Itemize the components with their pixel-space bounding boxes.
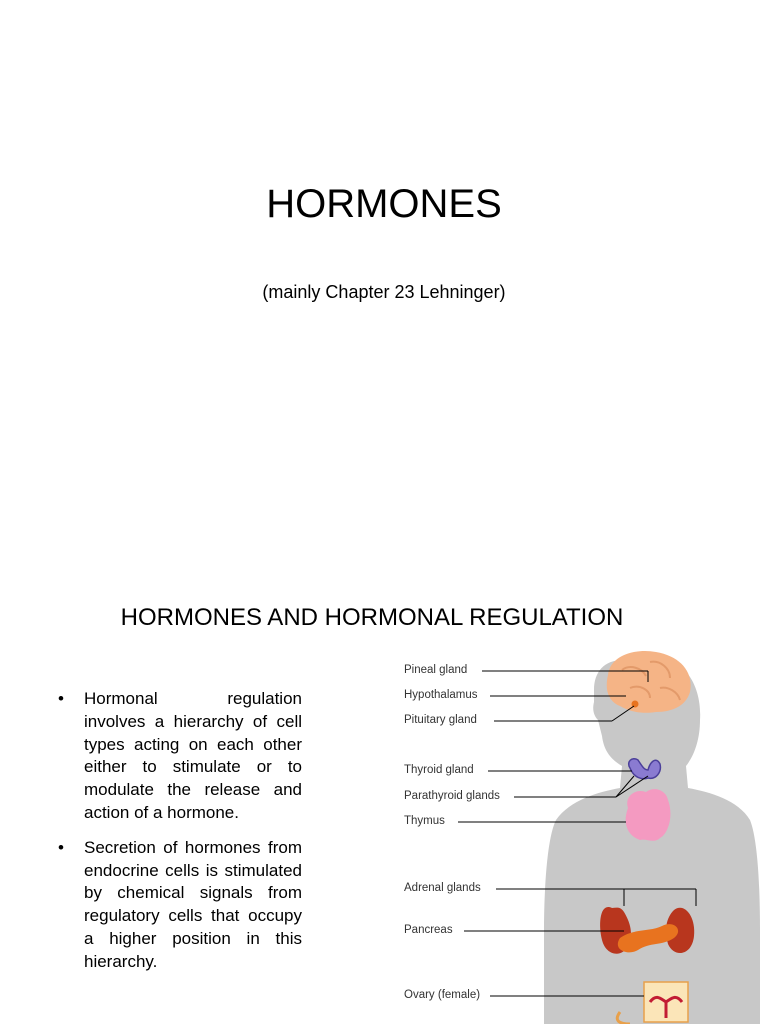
- label-thyroid-gland: Thyroid gland: [404, 764, 474, 776]
- label-pituitary-gland: Pituitary gland: [404, 714, 477, 726]
- label-ovary: Ovary (female): [404, 989, 481, 1001]
- bullet-text: Hormonal regulation involves a hierarchy of cell types acting on each other either to stimulate or to modulate the release and action of a hormone.: [84, 689, 302, 822]
- slide-title: HORMONES: [266, 182, 502, 226]
- label-pancreas: Pancreas: [404, 924, 453, 936]
- brain: [607, 651, 691, 713]
- slide-subtitle: (mainly Chapter 23 Lehninger): [262, 282, 506, 302]
- label-hypothalamus: Hypothalamus: [404, 689, 478, 701]
- label-parathyroid-glands: Parathyroid glands: [404, 790, 500, 802]
- bullet-text: Secretion of hormones from endocrine cells is stimulated by chemical signals from regulatory cells that occupy a higher position in this hierarchy.: [84, 837, 302, 971]
- slide-title: HORMONES AND HORMONAL REGULATION: [120, 604, 624, 631]
- bullet-dot-icon: •: [58, 837, 64, 857]
- label-thymus: Thymus: [404, 815, 445, 827]
- endocrine-glands-figure: [398, 640, 768, 1024]
- bullet-item: [58, 688, 302, 825]
- content-slide: [0, 560, 768, 1024]
- bullet-item: [58, 837, 302, 974]
- thymus: [626, 789, 671, 841]
- label-pineal-gland: Pineal gland: [404, 664, 468, 676]
- body-silhouette: [544, 658, 760, 1024]
- label-adrenal-glands: Adrenal glands: [404, 882, 481, 894]
- bullet-list: [58, 688, 302, 986]
- bullet-dot-icon: •: [58, 689, 64, 708]
